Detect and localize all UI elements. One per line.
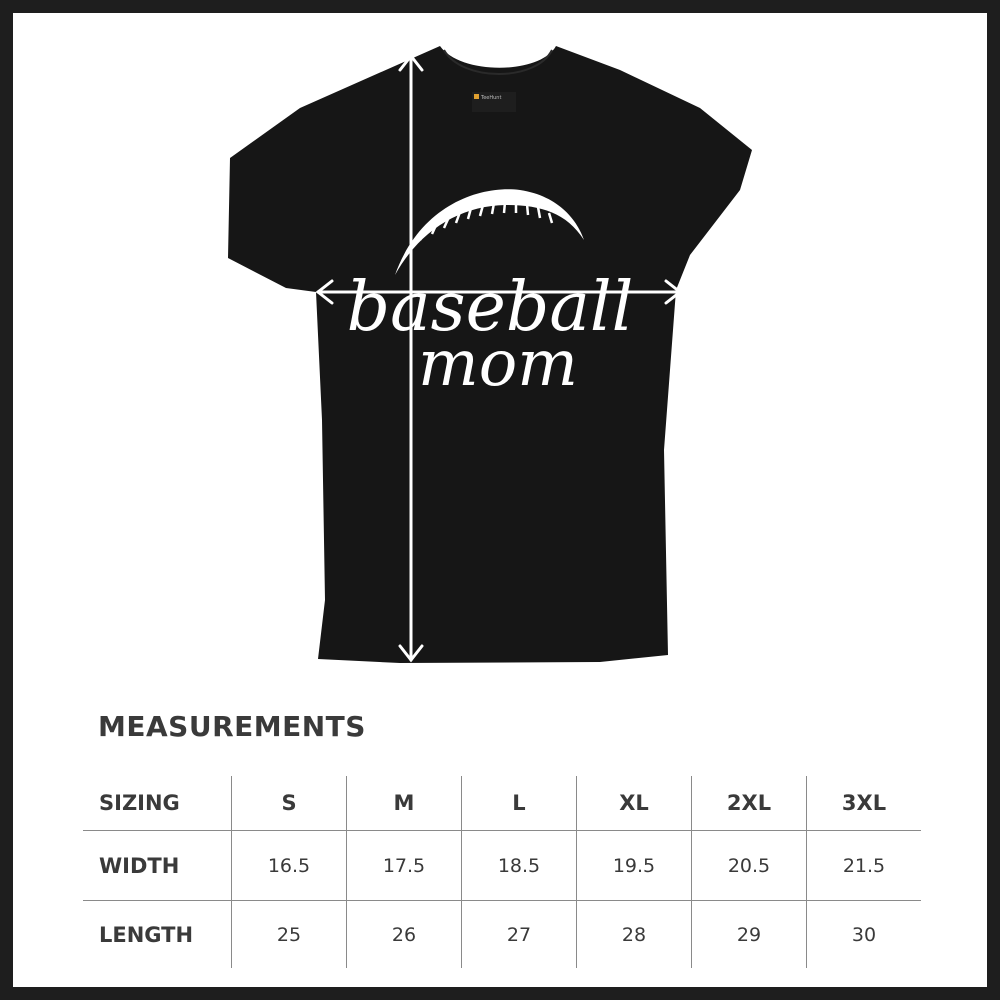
table-cell: 21.5 (807, 831, 922, 901)
brand-label-text: TeeHunt (481, 95, 502, 101)
table-cell: 20.5 (692, 831, 807, 901)
table-cell: 29 (692, 901, 807, 969)
header-size-3xl: 3XL (807, 776, 922, 831)
table-cell: 28 (577, 901, 692, 969)
table-row-length (83, 901, 921, 969)
table-cell: 18.5 (462, 831, 577, 901)
table-cell: 19.5 (577, 831, 692, 901)
header-size-2xl: 2XL (692, 776, 807, 831)
header-size-xl: XL (577, 776, 692, 831)
header-size-s: S (232, 776, 347, 831)
table-header-row (83, 776, 921, 831)
header-size-m: M (347, 776, 462, 831)
graphic-text-baseball: baseball (346, 268, 634, 347)
table-cell: 16.5 (232, 831, 347, 901)
table-row-width (83, 831, 921, 901)
table-cell: 17.5 (347, 831, 462, 901)
tshirt-image (13, 13, 987, 693)
table-cell: 30 (807, 901, 922, 969)
row-label-length: LENGTH (99, 922, 194, 947)
table-cell: 26 (347, 901, 462, 969)
row-label-width: WIDTH (83, 831, 232, 901)
size-table (83, 776, 921, 968)
header-sizing: SIZING (83, 776, 232, 831)
table-cell: 25 (232, 901, 347, 969)
graphic-text-mom: mom (418, 327, 578, 401)
table-cell: 27 (462, 901, 577, 969)
measurements-title: MEASUREMENTS (98, 710, 366, 743)
header-size-l: L (462, 776, 577, 831)
size-chart-card (13, 13, 987, 987)
